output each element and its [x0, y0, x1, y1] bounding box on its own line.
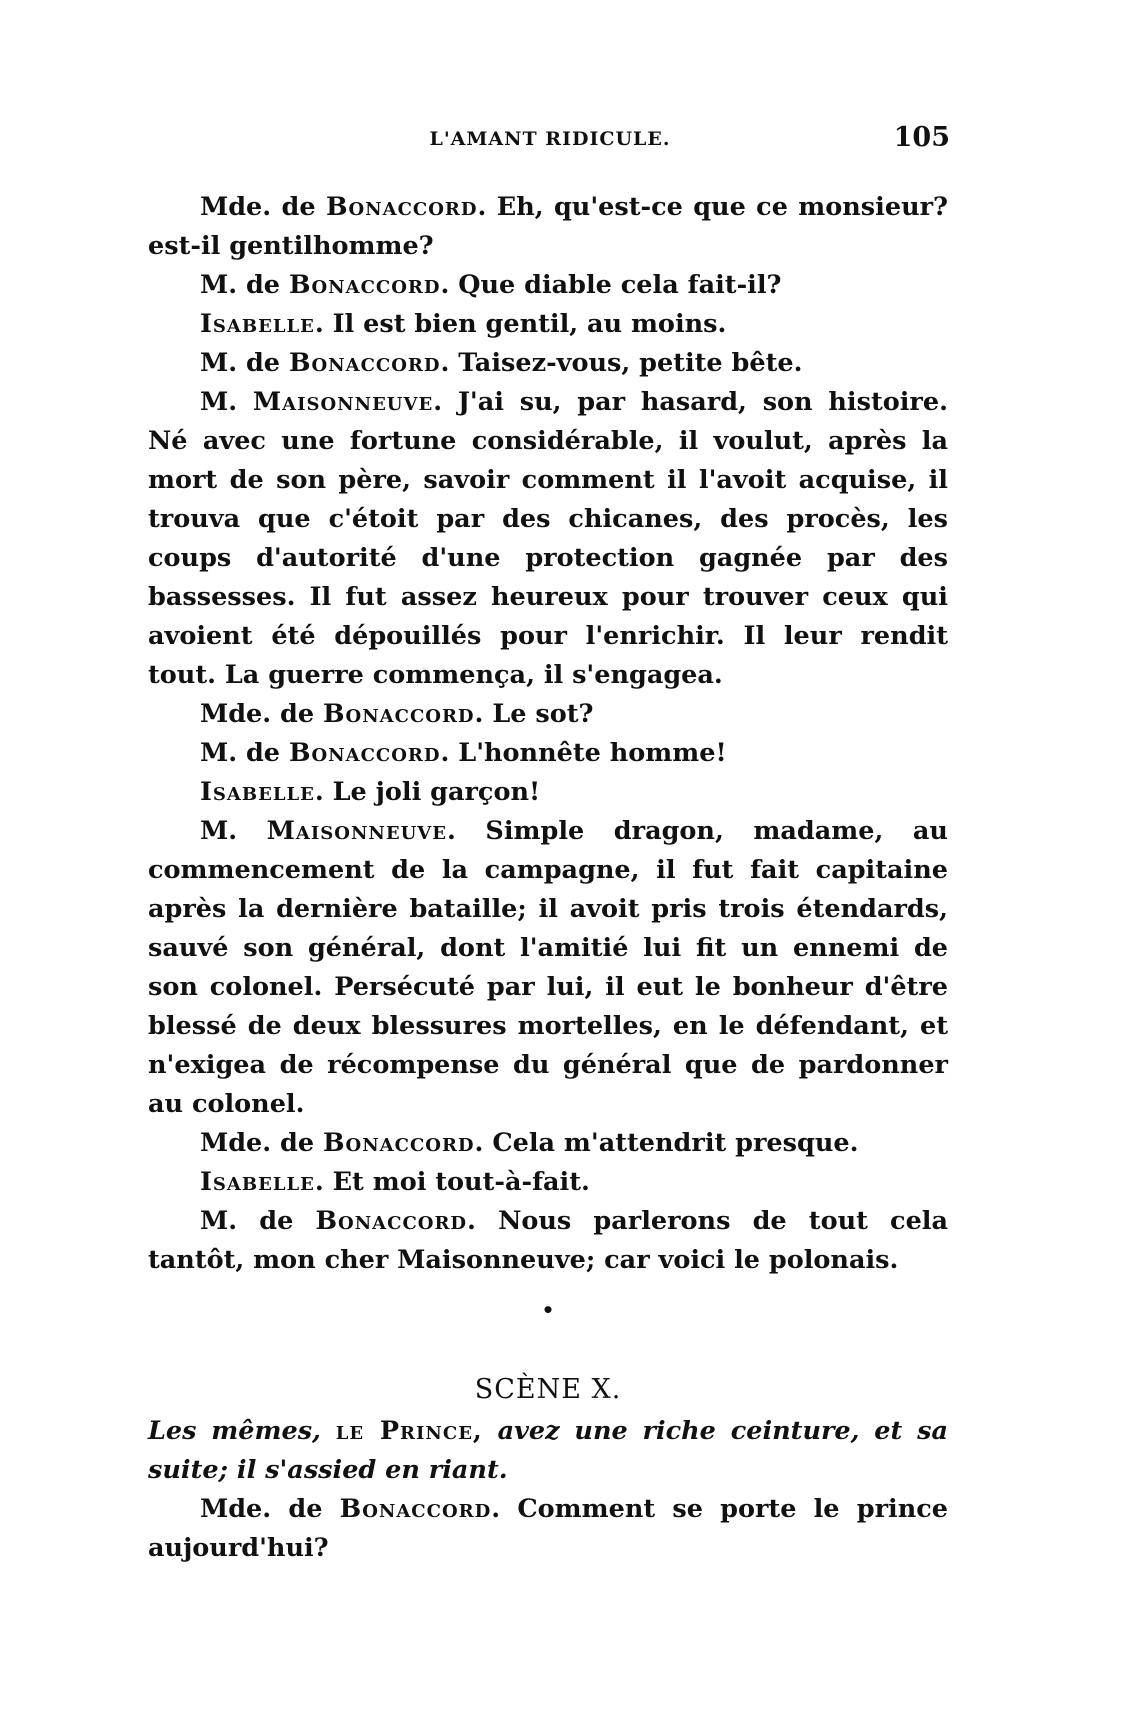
speech-text: Il est bien gentil, au moins. — [332, 309, 727, 339]
body-text — [148, 188, 948, 1568]
final-paragraph — [148, 1490, 948, 1568]
speaker-title: M. de — [200, 738, 281, 768]
dialogue-paragraph: Mde. de Bonaccord. Cela m'attendrit presque. — [200, 1128, 859, 1158]
speaker-name: Maisonneuve — [252, 387, 434, 417]
dialogue-paragraph: Isabelle. Et moi tout-à-fait. — [200, 1167, 590, 1197]
dialogue-paragraph: Isabelle. Le joli garçon! — [200, 777, 541, 807]
speaker-title: Mde. de — [200, 699, 315, 729]
stage-direction — [148, 1412, 948, 1490]
speech-text: Simple dragon, madame, au commencement de la campagne, il fut fait capitaine après la dernière bataille; il avoit pris trois étendards, sauvé son général, dont l'amitié lui fit un ennemi de son colonel. Persécuté par lui, il eut le bonheur d'être blessé de deux blessures mortelles, en le défendant, et n'exigea de récompense du général que de pardonner au colonel. — [148, 816, 948, 1119]
speech-text: L'honnête homme! — [458, 738, 727, 768]
speaker-name: Bonaccord — [315, 1206, 468, 1236]
speaker-title: Mde. de — [200, 1494, 323, 1524]
speaker-title: M. de — [200, 270, 281, 300]
speaker-name: Isabelle — [200, 777, 315, 807]
speech-text: Le sot? — [492, 699, 594, 729]
dialogue-paragraph: M. Maisonneuve. J'ai su, par hasard, son histoire. Né avec une fortune considérable, il voulut, après la mort de son père, savoir comment il l'avoit acquise, il trouva que c'étoit par des chicanes, des procès, les coups d'autorité d'une protection gagnée par des bassesses. Il fut assez heureux pour trouver ceux qui avoient été dépouillés pour l'enrichir. Il leur rendit tout. La guerre commença, il s'engagea. — [148, 387, 948, 690]
speech-text: Eh, qu'est-ce que ce monsieur? est-il gentilhomme? — [148, 192, 948, 261]
scene-title: SCÈNE X. — [474, 1374, 622, 1405]
dialogue-paragraph: M. de Bonaccord. L'honnête homme! — [200, 738, 727, 768]
dialogue-paragraph: M. de Bonaccord. Nous parlerons de tout cela tantôt, mon cher Maisonneuve; car voici le polonais. — [148, 1206, 948, 1275]
speech-text: Nous parlerons de tout cela tantôt, mon cher Maisonneuve; car voici le polonais. — [148, 1206, 948, 1275]
speaker-name: Bonaccord — [322, 699, 475, 729]
dialogue — [148, 188, 948, 1280]
dialogue-paragraph: M. de Bonaccord. Taisez-vous, petite bête. — [200, 348, 803, 378]
dialogue-paragraph: Isabelle. Il est bien gentil, au moins. — [200, 309, 727, 339]
dialogue-paragraph: M. Maisonneuve. Simple dragon, madame, au commencement de la campagne, il fut fait capitaine après la dernière bataille; il avoit pris trois étendards, sauvé son général, dont l'amitié lui fit un ennemi de son colonel. Persécuté par lui, il eut le bonheur d'être blessé de deux blessures mortelles, en le défendant, et n'exigea de récompense du général que de pardonner au colonel. — [148, 816, 948, 1119]
speaker-name: Maisonneuve — [266, 816, 447, 846]
speaker-name: Bonaccord — [288, 738, 441, 768]
speaker-title: Mde. de — [200, 192, 316, 222]
dialogue-paragraph: M. de Bonaccord. Que diable cela fait-il? — [200, 270, 782, 300]
speaker-name: Bonaccord — [322, 1128, 475, 1158]
speech-text: Le joli garçon! — [332, 777, 541, 807]
speech-text: Comment se porte le prince aujourd'hui? — [148, 1494, 948, 1563]
stage-direction-person: le Prince, — [335, 1416, 483, 1446]
page-header — [150, 120, 950, 160]
dialogue-paragraph: Mde. de Bonaccord. Eh, qu'est-ce que ce monsieur? est-il gentilhomme? — [148, 192, 948, 261]
stage-direction-before: Les mêmes, — [148, 1416, 321, 1446]
speech-text: Taisez-vous, petite bête. — [458, 348, 803, 378]
speaker-name: Isabelle — [200, 309, 315, 339]
running-title: L'AMANT RIDICULE. — [429, 128, 671, 150]
stage-direction-after: avez une riche ceinture, et sa suite; il s'assied en riant. — [148, 1416, 948, 1485]
speech-text: Cela m'attendrit presque. — [492, 1128, 859, 1158]
speaker-name: Bonaccord — [288, 270, 441, 300]
speaker-title: Mde. de — [200, 1128, 315, 1158]
speech-text: J'ai su, par hasard, son histoire. Né avec une fortune considérable, il voulut, après la mort de son père, savoir comment il l'avoit acquise, il trouva que c'étoit par des chicanes, des procès, les coups d'autorité d'une protection gagnée par des bassesses. Il fut assez heureux pour trouver ceux qui avoient été dépouillés pour l'enrichir. Il leur rendit tout. La guerre commença, il s'engagea. — [148, 387, 948, 690]
speaker-name: Isabelle — [200, 1167, 315, 1197]
speaker-title: M. de — [200, 1206, 294, 1236]
speech-text: Et moi tout-à-fait. — [332, 1167, 590, 1197]
separator-dot: • — [541, 1298, 555, 1322]
speaker-title: M. — [200, 387, 238, 417]
speaker-title: M. de — [200, 348, 281, 378]
speaker-name: Bonaccord — [288, 348, 441, 378]
speaker-name: Bonaccord — [339, 1494, 492, 1524]
speaker-title: M. — [200, 816, 238, 846]
speaker-name: Bonaccord — [325, 192, 478, 222]
page-number: 105 — [893, 122, 950, 153]
dialogue-paragraph: Mde. de Bonaccord. Le sot? — [200, 699, 594, 729]
speech-text: Que diable cela fait-il? — [458, 270, 782, 300]
separator: . — [491, 1494, 501, 1524]
